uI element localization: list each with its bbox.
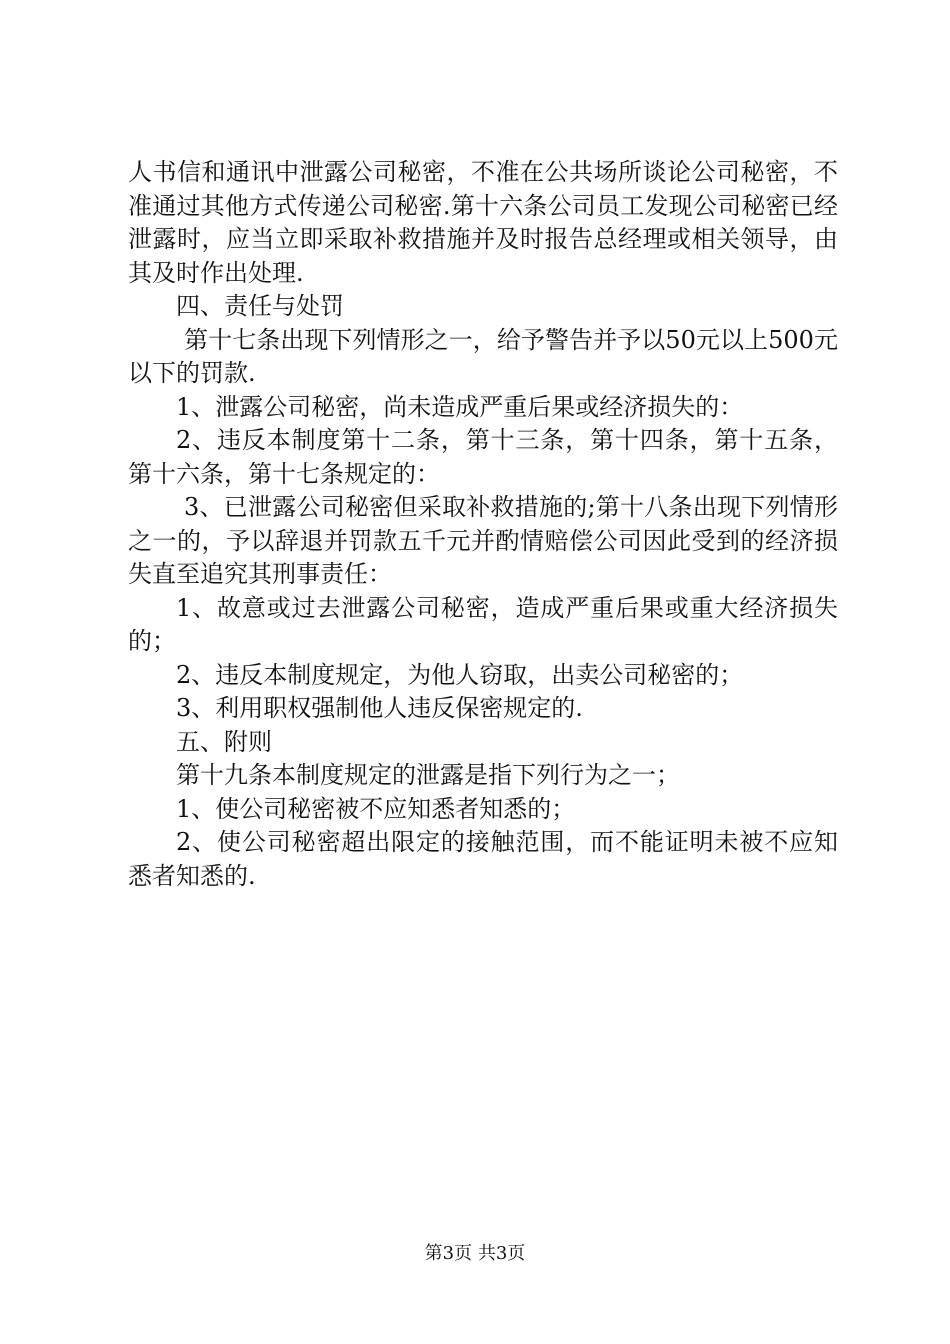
page-number-footer: 第3页 共3页 — [424, 1243, 526, 1264]
list-item: 2、违反本制度第十二条，第十三条，第十四条，第十五条，第十六条，第十七条规定的： — [128, 426, 838, 488]
list-item: 1、泄露公司秘密，尚未造成严重后果或经济损失的： — [176, 392, 744, 421]
paragraph-article-19: 第十九条本制度规定的泄露是指下列行为之一； — [176, 761, 680, 789]
list-item: 1、故意或过去泄露公司秘密，造成严重后果或重大经济损失的； — [128, 593, 838, 655]
list-item: 1、使公司秘密被不应知悉者知悉的； — [176, 794, 576, 823]
list-item: 3、已泄露公司秘密但采取补救措施的;第十八条出现下列情形之一的，予以辞退并罚款五千元并酌情赔偿公司因此受到的经济损失直至追究其刑事责任： — [128, 493, 838, 588]
paragraph-article-17: 第十七条出现下列情形之一，给予警告并予以50元以上500元以下的罚款. — [128, 325, 838, 387]
list-item: 3、利用职权强制他人违反保密规定的. — [176, 694, 583, 722]
section-heading-liability: 四、责任与处罚 — [176, 292, 344, 320]
document-body — [128, 156, 838, 893]
list-item: 2、违反本制度规定，为他人窃取，出卖公司秘密的； — [176, 660, 744, 689]
section-heading-appendix: 五、附则 — [176, 727, 272, 756]
list-item: 2、使公司秘密超出限定的接触范围，而不能证明未被不应知悉者知悉的. — [128, 828, 838, 890]
paragraph-confidentiality-rules: 人书信和通讯中泄露公司秘密，不准在公共场所谈论公司秘密，不准通过其他方式传递公司秘密.第十六条公司员工发现公司秘密已经泄露时，应当立即采取补救措施并及时报告总经理或相关领导，由其及时作出处理. — [128, 158, 838, 287]
